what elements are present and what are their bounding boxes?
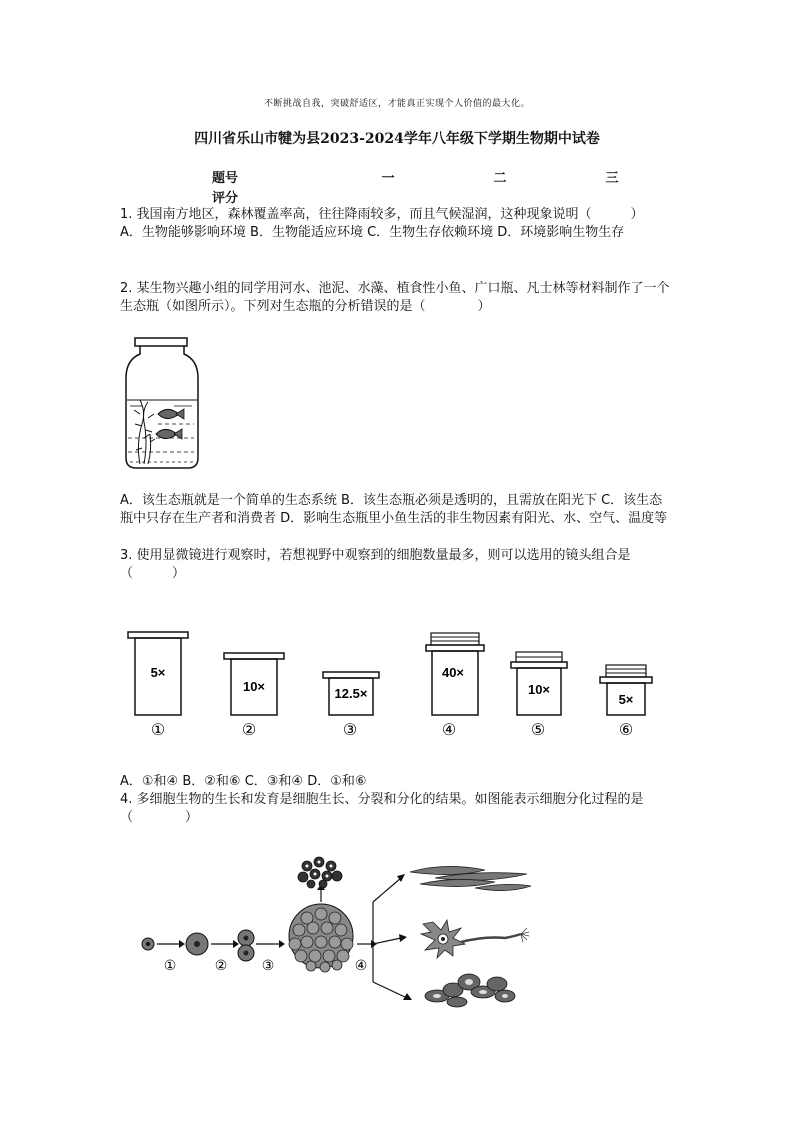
score-cell-label: 题号 [212, 170, 239, 186]
lens-1 [128, 632, 188, 739]
question-2-answers [120, 492, 675, 527]
question-3 [120, 547, 675, 582]
blood-cells [425, 974, 515, 1007]
question-4-stem: 4. 多细胞生物的生长和发育是细胞生长、分裂和分化的结果。如图能表示细胞分化过程的是（ ） [120, 792, 644, 825]
lens-6 [600, 665, 652, 739]
cell-differentiation-figure [135, 852, 535, 1012]
step-1-label: ① [163, 957, 177, 973]
question-1-stem: 1. 我国南方地区，森林覆盖率高，往往降雨较多，而且气候湿润，这种现象说明（ ） [120, 207, 644, 222]
lens-1-mag: 5× [150, 665, 166, 680]
lens-4-mag: 40× [441, 665, 465, 680]
lens-6-mag: 5× [618, 692, 634, 707]
lens-5 [511, 652, 567, 739]
neuron-cell [421, 920, 529, 958]
question-3-options: A．①和④ B．②和⑥ C．③和④ D．①和⑥ [120, 774, 367, 789]
score-cell-1: 一 [381, 170, 395, 186]
lens-6-num: ⑥ [618, 722, 634, 739]
question-2-options: A．该生态瓶就是一个简单的生态系统 B．该生态瓶必须是透明的，且需放在阳光下 C．该生态瓶中只存在生产者和消费者 D．影响生态瓶里小鱼生活的非生物因素有阳光、水、空气、温度等 [120, 493, 668, 526]
lens-4-num: ④ [441, 722, 457, 739]
page-title: 四川省乐山市犍为县2023-2024学年八年级下学期生物期中试卷 [194, 131, 600, 147]
score-cell-score-label: 评分 [212, 190, 239, 206]
score-table [212, 166, 672, 206]
lens-2-mag: 10× [242, 679, 266, 694]
question-4 [120, 791, 675, 826]
cell-cluster [289, 904, 353, 972]
score-row-score [212, 186, 672, 206]
lens-3-mag: 12.5× [334, 686, 368, 701]
lens-1-num: ① [150, 722, 166, 739]
lens-3-num: ③ [342, 722, 358, 739]
lens-3 [323, 672, 379, 739]
lens-5-mag: 10× [527, 682, 551, 697]
lens-5-num: ⑤ [530, 722, 546, 739]
motto: 不断挑战自我，突破舒适区，才能真正实现个人价值的最大化。 [263, 99, 530, 109]
question-2-stem: 2. 某生物兴趣小组的同学用河水、池泥、水藻、植食性小鱼、广口瓶、凡士林等材料制作了一个生态瓶（如图所示）。下列对生态瓶的分析错误的是（ ） [120, 281, 670, 314]
muscle-cells [410, 866, 531, 890]
step-3-label: ③ [261, 957, 275, 973]
question-3-answers [120, 773, 675, 791]
step-2-label: ② [214, 957, 228, 973]
eco-bottle-figure [118, 334, 218, 474]
score-cell-3: 三 [605, 170, 619, 186]
lens-4 [426, 633, 484, 739]
question-1-options: A．生物能够影响环境 B．生物能适应环境 C．生物生存依赖环境 D．环境影响生物生存 [120, 224, 625, 240]
score-cell-2: 二 [493, 170, 507, 186]
question-3-stem: 3. 使用显微镜进行观察时，若想视野中观察到的细胞数量最多，则可以选用的镜头组合是（ ） [120, 548, 631, 581]
question-2 [120, 280, 675, 315]
lens-2 [224, 653, 284, 739]
step-4-label: ④ [354, 957, 368, 973]
lens-figure [118, 625, 678, 745]
score-row-header [212, 166, 672, 186]
lens-2-num: ② [241, 722, 257, 739]
question-1 [120, 206, 675, 241]
